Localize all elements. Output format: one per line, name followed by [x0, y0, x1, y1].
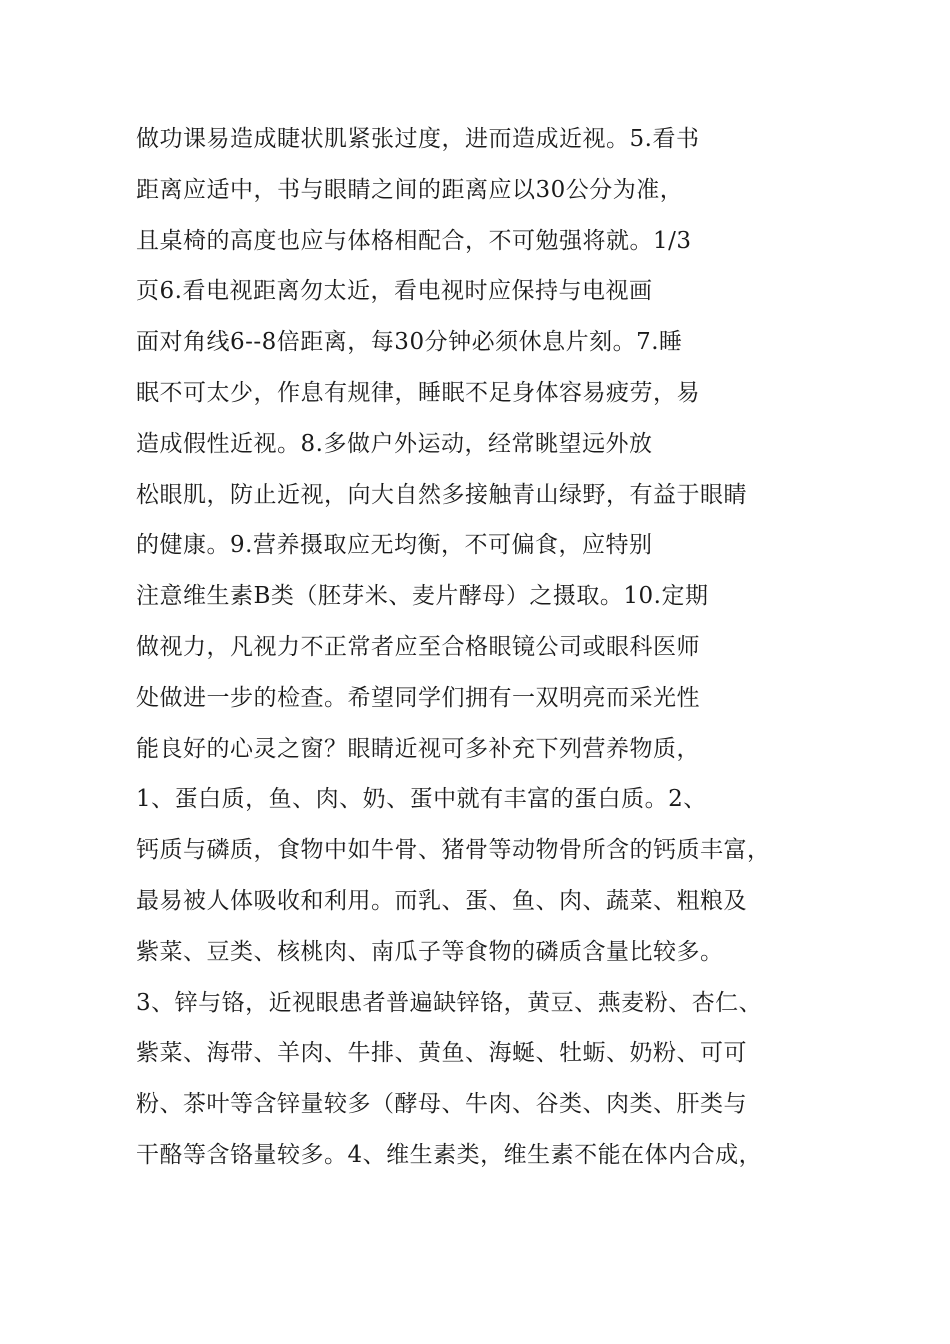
text-line: 1、蛋白质，鱼、肉、奶、蛋中就有丰富的蛋白质。2、 — [136, 786, 707, 813]
text-line: 松眼肌，防止近视，向大自然多接触青山绿野，有益于眼睛 — [136, 481, 747, 508]
text-line: 造成假性近视。8.多做户外运动，经常眺望远外放 — [136, 430, 653, 457]
text-line: 面对角线6--8倍距离，每30分钟必须休息片刻。7.睡 — [136, 329, 683, 356]
text-line: 眠不可太少，作息有规律，睡眠不足身体容易疲劳，易 — [136, 379, 700, 406]
text-line: 能良好的心灵之窗？眼睛近视可多补充下列营养物质， — [136, 735, 700, 762]
text-line: 做视力，凡视力不正常者应至合格眼镜公司或眼科医师 — [136, 633, 700, 660]
text-line: 且桌椅的高度也应与体格相配合，不可勉强将就。1/3 — [136, 227, 692, 254]
text-line: 页6.看电视距离勿太近，看电视时应保持与电视画 — [136, 278, 653, 305]
text-line: 做功课易造成睫状肌紧张过度，进而造成近视。5.看书 — [136, 126, 700, 152]
text-line: 处做进一步的检查。希望同学们拥有一双明亮而采光性 — [136, 684, 700, 711]
text-line: 距离应适中，书与眼睛之间的距离应以30公分为准， — [136, 176, 684, 203]
text-line: 最易被人体吸收和利用。而乳、蛋、鱼、肉、蔬菜、粗粮及 — [136, 887, 747, 914]
text-line: 紫菜、海带、羊肉、牛排、黄鱼、海蜒、牡蛎、奶粉、可可 — [136, 1040, 747, 1067]
text-line: 3、锌与铬，近视眼患者普遍缺锌铬，黄豆、燕麦粉、杏仁、 — [136, 989, 763, 1016]
text-line: 紫菜、豆类、核桃肉、南瓜子等食物的磷质含量比较多。 — [136, 938, 724, 965]
text-line: 注意维生素B类（胚芽米、麦片酵母）之摄取。10.定期 — [136, 583, 709, 610]
body-text — [136, 114, 836, 1181]
text-line: 粉、茶叶等含锌量较多（酵母、牛肉、谷类、肉类、肝类与 — [136, 1091, 747, 1118]
text-line: 的健康。9.营养摄取应无均衡，不可偏食，应特别 — [136, 532, 653, 559]
text-line: 钙质与磷质，食物中如牛骨、猪骨等动物骨所含的钙质丰富， — [136, 837, 771, 864]
text-line: 干酪等含铬量较多。4、维生素类，维生素不能在体内合成， — [136, 1141, 763, 1168]
